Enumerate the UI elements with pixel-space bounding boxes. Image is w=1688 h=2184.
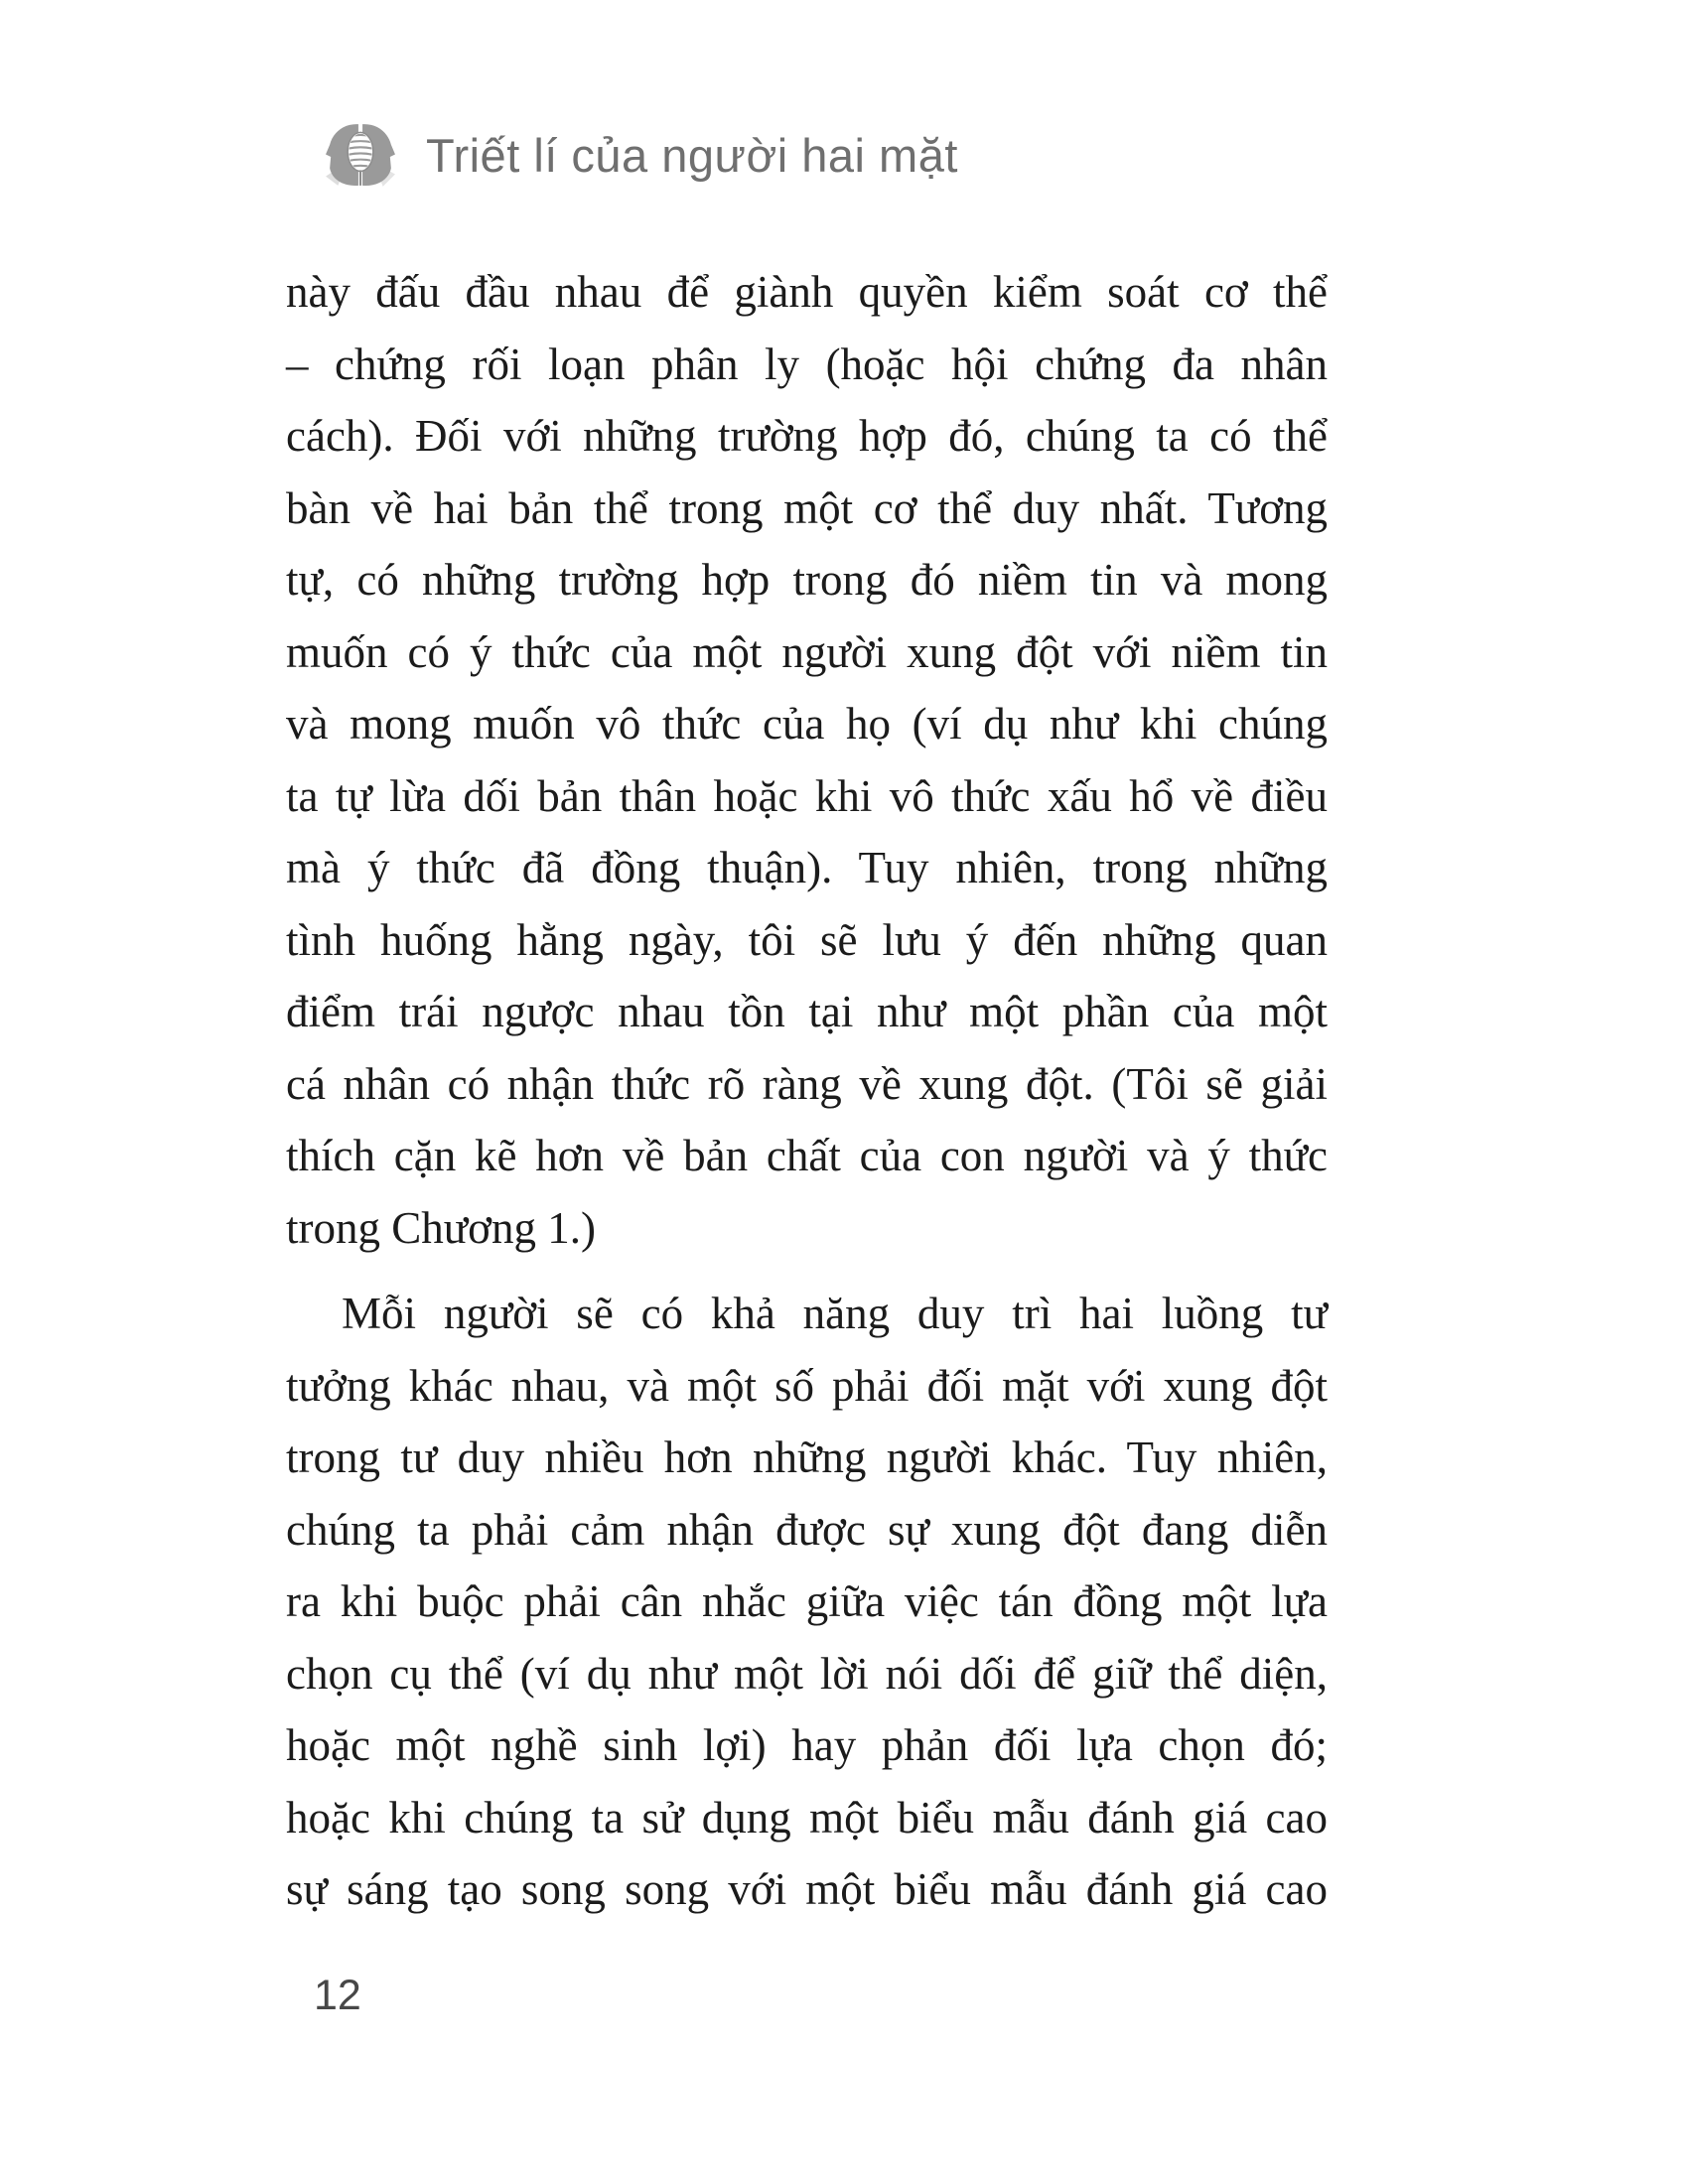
body-text-line: cá nhân có nhận thức rõ ràng về xung đột. (Tôi sẽ giải bbox=[286, 1058, 1328, 1109]
body-text-line: cách). Đối với những trường hợp đó, chúng ta có thể bbox=[286, 411, 1328, 461]
body-text-line: thích cặn kẽ hơn về bản chất của con người và ý thức bbox=[286, 1131, 1328, 1180]
body-text-line: tình huống hằng ngày, tôi sẽ lưu ý đến những quan bbox=[286, 914, 1328, 965]
body-text-line: hoặc một nghề sinh lợi) hay phản đối lựa chọn đó; bbox=[286, 1720, 1328, 1770]
body-text-line: trong Chương 1.) bbox=[286, 1202, 596, 1253]
body-text-line: chọn cụ thể (ví dụ như một lời nói dối để giữ thể diện, bbox=[286, 1648, 1328, 1699]
paragraph bbox=[286, 256, 1328, 1264]
body-text-line: điểm trái ngược nhau tồn tại như một phần của một bbox=[286, 987, 1328, 1036]
page-body bbox=[286, 256, 1328, 1926]
body-text-line: ta tự lừa dối bản thân hoặc khi vô thức xấu hổ về điều bbox=[286, 770, 1328, 821]
body-text-line: sự sáng tạo song song với một biểu mẫu đánh giá cao bbox=[286, 1864, 1328, 1914]
running-header bbox=[325, 121, 958, 189]
paragraph bbox=[286, 1278, 1328, 1926]
body-text-line: tưởng khác nhau, và một số phải đối mặt với xung đột bbox=[286, 1360, 1328, 1411]
page-number: 12 bbox=[314, 1972, 361, 2019]
body-text-line: chúng ta phải cảm nhận được sự xung đột đang diễn bbox=[286, 1504, 1328, 1555]
body-text-line: tự, có những trường hợp trong đó niềm tin và mong bbox=[286, 555, 1328, 605]
body-text-line: – chứng rối loạn phân ly (hoặc hội chứng đa nhân bbox=[286, 339, 1328, 389]
body-text-line: muốn có ý thức của một người xung đột với niềm tin bbox=[286, 626, 1328, 677]
body-text-line: hoặc khi chúng ta sử dụng một biểu mẫu đánh giá cao bbox=[286, 1792, 1328, 1843]
body-text-line: ra khi buộc phải cân nhắc giữa việc tán đồng một lựa bbox=[286, 1576, 1328, 1626]
two-faces-brain-icon bbox=[325, 121, 396, 189]
body-text-line: này đấu đầu nhau để giành quyền kiểm soát cơ thể bbox=[286, 267, 1328, 317]
body-text-line: trong tư duy nhiều hơn những người khác. Tuy nhiên, bbox=[286, 1433, 1328, 1482]
body-text-line: và mong muốn vô thức của họ (ví dụ như khi chúng bbox=[286, 699, 1328, 749]
body-text-line: mà ý thức đã đồng thuận). Tuy nhiên, trong những bbox=[286, 843, 1328, 892]
body-text-line: bàn về hai bản thể trong một cơ thể duy nhất. Tương bbox=[286, 482, 1328, 533]
running-header-title: Triết lí của người hai mặt bbox=[426, 128, 958, 182]
body-text-line: Mỗi người sẽ có khả năng duy trì hai luồng tư bbox=[342, 1289, 1328, 1338]
